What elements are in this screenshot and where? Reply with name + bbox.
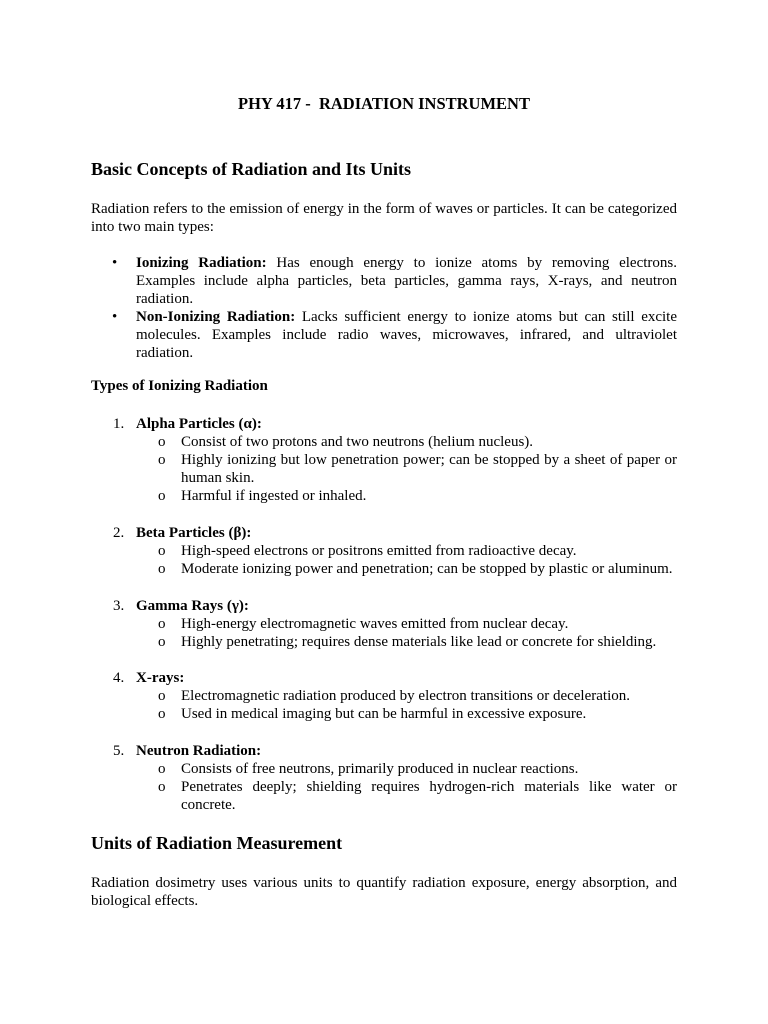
item-name: Beta Particles (β): (136, 525, 252, 541)
sub-bullet-icon: o (158, 452, 166, 468)
radiation-type-alpha (91, 415, 677, 505)
units-intro-paragraph: Radiation dosimetry uses various units to quantify radiation exposure, energy absorption, and biological effects. (91, 875, 677, 909)
sub-bullet-icon: o (158, 434, 166, 450)
types-heading: Types of Ionizing Radiation (91, 378, 268, 394)
bullet-icon: • (112, 309, 118, 325)
radiation-type-neutron (91, 742, 677, 814)
bullet-icon: • (112, 255, 118, 271)
sub-bullet-icon: o (158, 761, 166, 777)
sub-bullet-icon: o (158, 488, 166, 504)
sub-point-text: Penetrates deeply; shielding requires hydrogen-rich materials like water or concrete. (181, 779, 677, 813)
sub-bullet-icon: o (158, 706, 166, 722)
list-item (91, 487, 677, 505)
sub-bullet-icon: o (158, 561, 166, 577)
sub-point-text: High-speed electrons or positrons emitted from radioactive decay. (181, 543, 577, 559)
bullet-text: Has enough energy to ionize atoms by removing electrons. Examples include alpha particles, beta particles, gamma rays, X-rays, and neutron radiation. (136, 255, 677, 307)
sub-point-text: Consists of free neutrons, primarily produced in nuclear reactions. (181, 761, 579, 777)
list-item (91, 705, 677, 723)
sub-point-text: Electromagnetic radiation produced by electron transitions or deceleration. (181, 688, 630, 704)
sub-bullet-icon: o (158, 616, 166, 632)
item-name: Gamma Rays (γ): (136, 598, 249, 614)
sub-point-text: Highly penetrating; requires dense materials like lead or concrete for shielding. (181, 634, 657, 650)
item-heading (91, 524, 677, 542)
sub-bullet-icon: o (158, 779, 166, 795)
bullet-text: Lacks sufficient energy to ionize atoms but can still excite molecules. Examples include radio waves, microwaves, infrared, and ultraviolet radiation. (136, 309, 677, 361)
item-number: 4. (113, 670, 125, 686)
item-number: 5. (113, 743, 125, 759)
sub-point-text: Consist of two protons and two neutrons (helium nucleus). (181, 434, 534, 450)
sub-point-text: Moderate ionizing power and penetration; can be stopped by plastic or aluminum. (181, 561, 673, 577)
radiation-type-gamma (91, 597, 677, 651)
bullet-term: Ionizing Radiation: (136, 255, 267, 271)
list-item (91, 254, 677, 308)
section-heading-basic-concepts: Basic Concepts of Radiation and Its Units (91, 159, 412, 179)
item-heading (91, 415, 677, 433)
list-item (91, 615, 677, 633)
section-heading-units: Units of Radiation Measurement (91, 833, 343, 853)
list-item (91, 542, 677, 560)
list-item (91, 560, 677, 578)
list-item (91, 451, 677, 487)
item-number: 3. (113, 598, 125, 614)
intro-paragraph: Radiation refers to the emission of energy in the form of waves or particles. It can be categorized into two main types: (91, 201, 677, 235)
item-name: Alpha Particles (α): (136, 416, 262, 432)
sub-point-text: Harmful if ingested or inhaled. (181, 488, 367, 504)
radiation-type-xrays (91, 669, 677, 723)
radiation-type-beta (91, 524, 677, 578)
bullet-term: Non-Ionizing Radiation: (136, 309, 296, 325)
item-name: X-rays: (136, 670, 185, 686)
sub-point-text: Used in medical imaging but can be harmful in excessive exposure. (181, 706, 587, 722)
sub-point-text: Highly ionizing but low penetration power; can be stopped by a sheet of paper or human skin. (181, 452, 677, 486)
item-number: 1. (113, 416, 125, 432)
item-heading (91, 742, 677, 760)
radiation-types-list (91, 254, 677, 362)
item-heading (91, 597, 677, 615)
list-item (91, 778, 677, 814)
item-name: Neutron Radiation: (136, 743, 262, 759)
sub-bullet-icon: o (158, 688, 166, 704)
list-item (91, 308, 677, 362)
sub-bullet-icon: o (158, 543, 166, 559)
document-title: PHY 417 - RADIATION INSTRUMENT (238, 94, 530, 113)
item-heading (91, 669, 677, 687)
sub-bullet-icon: o (158, 634, 166, 650)
sub-point-text: High-energy electromagnetic waves emitted from nuclear decay. (181, 616, 569, 632)
list-item (91, 687, 677, 705)
list-item (91, 433, 677, 451)
list-item (91, 633, 677, 651)
list-item (91, 760, 677, 778)
item-number: 2. (113, 525, 125, 541)
